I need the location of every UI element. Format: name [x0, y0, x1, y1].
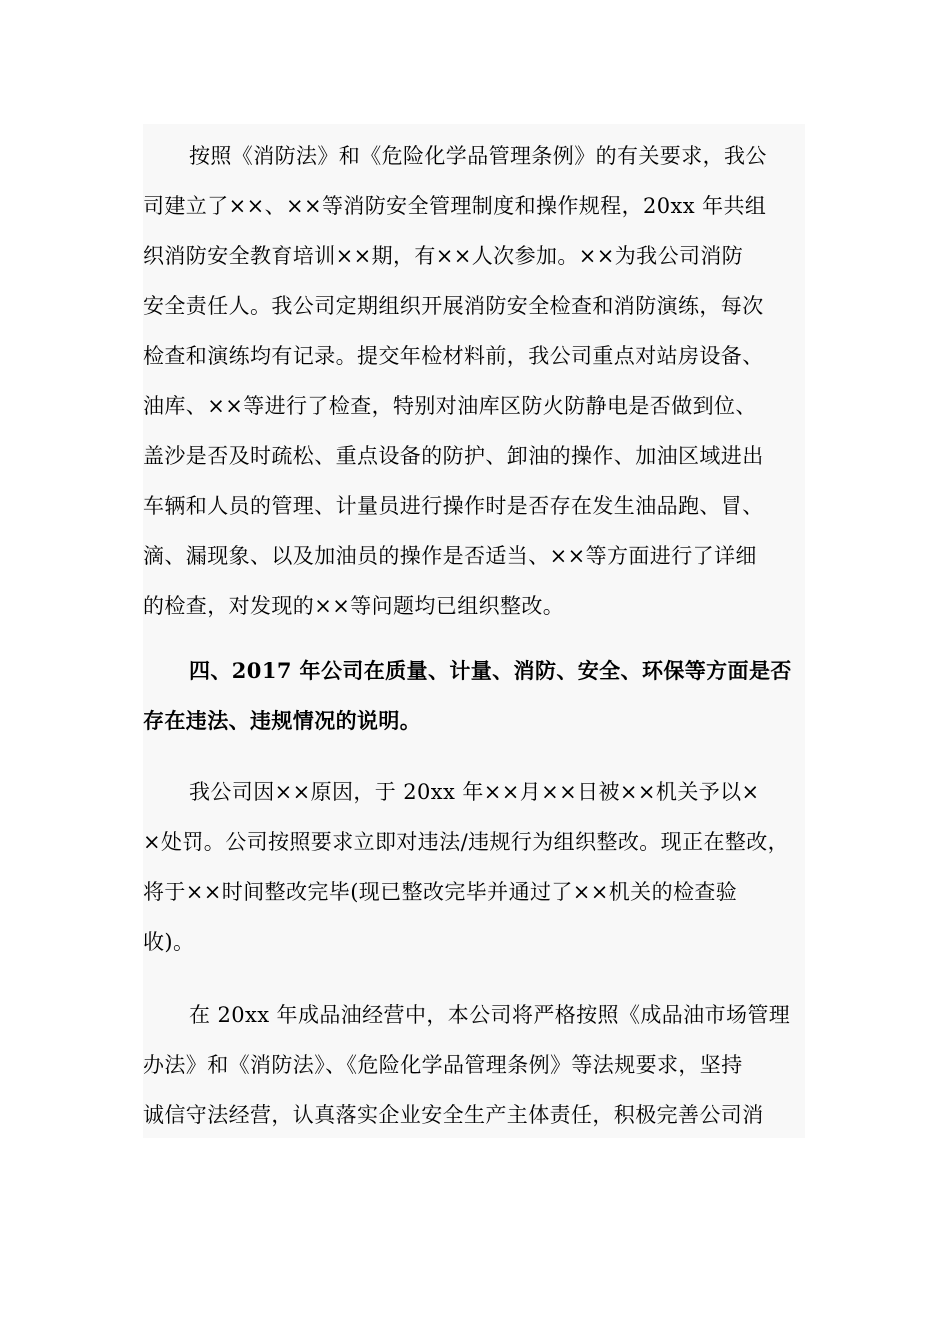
text-line: 我公司因××原因，于 20xx 年××月××日被××机关予以×: [189, 780, 760, 804]
text-line: ×处罚。公司按照要求立即对违法/违规行为组织整改。现正在整改，: [143, 830, 790, 854]
text-line: 织消防安全教育培训××期，有××人次参加。××为我公司消防: [143, 244, 744, 268]
text-line: 按照《消防法》和《危险化学品管理条例》的有关要求，我公: [189, 144, 767, 168]
text-line: 滴、漏现象、以及加油员的操作是否适当、××等方面进行了详细: [143, 544, 757, 568]
text-line: 安全责任人。我公司定期组织开展消防安全检查和消防演练，每次: [143, 294, 764, 318]
text-line: 车辆和人员的管理、计量员进行操作时是否存在发生油品跑、冒、: [143, 494, 764, 518]
text-line: 收)。: [143, 930, 195, 954]
text-line: 办法》和《消防法》、《危险化学品管理条例》等法规要求，坚持: [143, 1053, 743, 1077]
text-line: 油库、××等进行了检查，特别对油库区防火防静电是否做到位、: [143, 394, 757, 418]
text-line: 检查和演练均有记录。提交年检材料前，我公司重点对站房设备、: [143, 344, 764, 368]
heading-line: 四、2017 年公司在质量、计量、消防、安全、环保等方面是否: [189, 658, 792, 683]
section-heading-4: [143, 646, 833, 746]
text-line: 司建立了××、××等消防安全管理制度和操作规程，20xx 年共组: [143, 194, 767, 218]
paragraph-commitment: [143, 990, 833, 1140]
text-line: 在 20xx 年成品油经营中，本公司将严格按照《成品油市场管理: [189, 1003, 791, 1027]
document-content: [143, 124, 805, 1138]
text-line: 的检查，对发现的××等问题均已组织整改。: [143, 594, 565, 618]
text-line: 诚信守法经营，认真落实企业安全生产主体责任，积极完善公司消: [143, 1103, 764, 1127]
text-line: 盖沙是否及时疏松、重点设备的防护、卸油的操作、加油区域进出: [143, 444, 764, 468]
paragraph-violation: [143, 767, 833, 967]
text-line: 将于××时间整改完毕(现已整改完毕并通过了××机关的检查验: [143, 880, 738, 904]
heading-line: 存在违法、违规情况的说明。: [143, 708, 422, 733]
paragraph-fire-safety: [143, 131, 833, 631]
